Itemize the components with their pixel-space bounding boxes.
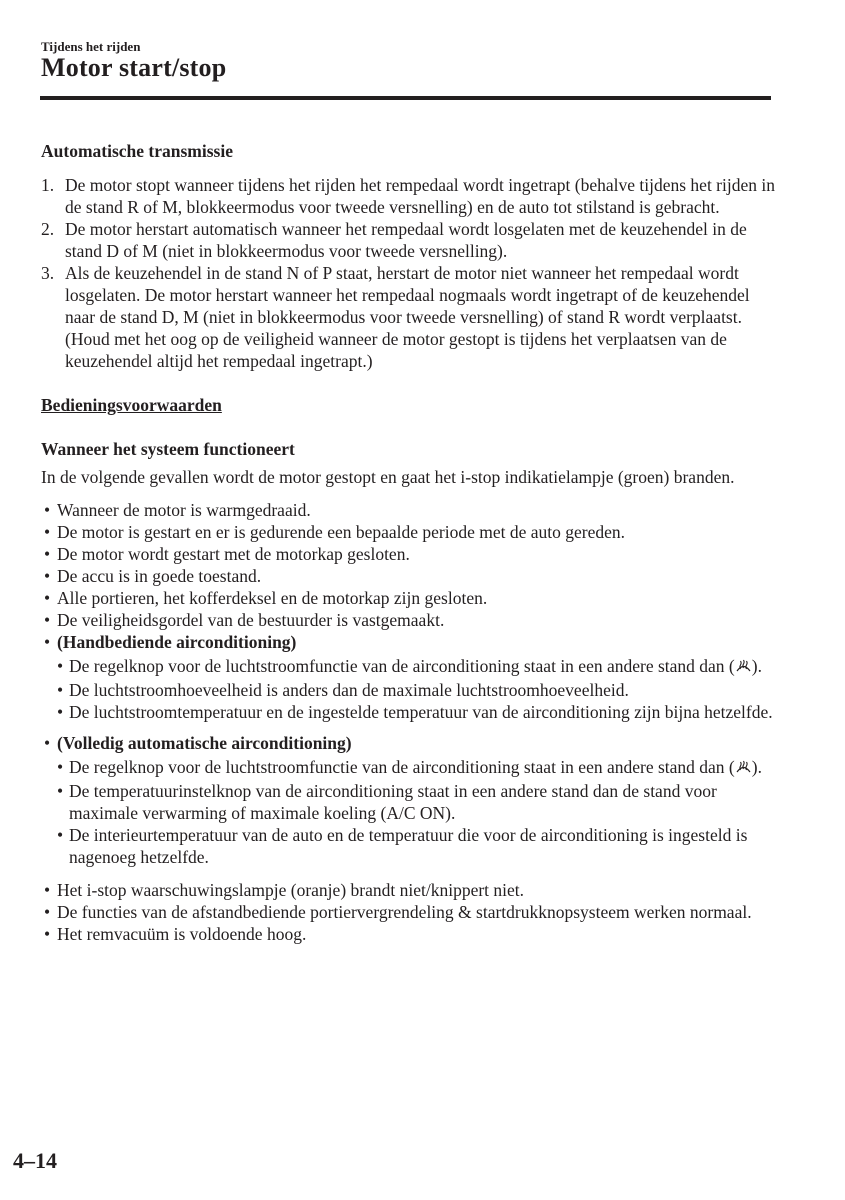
auto-transmission-steps: [41, 174, 776, 372]
list-item: [41, 732, 776, 754]
sub-text-after: ).: [751, 757, 762, 777]
bullet: •: [57, 680, 64, 700]
bullet: •: [57, 825, 64, 845]
list-item: [41, 923, 776, 945]
auto-ac-group: [41, 732, 776, 754]
bullet: •: [44, 880, 51, 900]
list-item: [41, 901, 776, 923]
sub-text: De interieurtemperatuur van de auto en de temperatuur die voor de airconditioning is ingesteld is nagenoeg hetzelfde.: [69, 825, 748, 867]
conditions-intro: In de volgende gevallen wordt de motor gestopt en gaat het i-stop indikatielampje (groen) branden.: [41, 467, 735, 487]
list-item: [41, 543, 776, 565]
title-rule: [40, 96, 771, 100]
windshield-defroster-icon: [735, 759, 752, 775]
sub-text: De luchtstroomtemperatuur en de ingestelde temperatuur van de airconditioning zijn bijna hetzelfde.: [69, 702, 773, 722]
bullet-text: De motor is gestart en er is gedurende een bepaalde periode met de auto gereden.: [57, 522, 626, 542]
list-item: [41, 262, 776, 372]
chapter-label: Tijdens het rijden: [41, 39, 141, 54]
bullet: •: [57, 702, 64, 722]
bullet: •: [57, 757, 64, 777]
sub-text-before: De regelknop voor de luchtstroomfunctie van de airconditioning staat in een andere stand dan (: [69, 656, 735, 676]
list-item: [41, 780, 776, 824]
list-item: [41, 879, 776, 901]
page-content: [41, 140, 776, 945]
bullet: •: [44, 522, 51, 542]
list-item: [41, 521, 776, 543]
list-item: [41, 499, 776, 521]
bullet-text: Het i-stop waarschuwingslampje (oranje) brandt niet/knippert niet.: [57, 880, 525, 900]
step-text: Als de keuzehendel in de stand N of P staat, herstart de motor niet wanneer het rempedaal wordt losgelaten. De motor herstart wanneer het rempedaal nogmaals wordt ingetrapt of de keuzehendel naar de stand D, M (niet in blokkeermodus voor tweede versnelling) of stand R wordt verplaatst. (Houd met het oog op de veiligheid wanneer de motor gestopt is tijdens het verplaatsen van de keuzehendel altijd het rempedaal ingetrapt.): [65, 263, 750, 371]
manual-ac-group: [41, 631, 776, 653]
sub-text-after: ).: [751, 656, 762, 676]
step-number: 2.: [41, 219, 55, 239]
bullet: •: [44, 924, 51, 944]
bullet-text: De functies van de afstandbediende portiervergrendeling & startdrukknopsysteem werken normaal.: [57, 902, 752, 922]
bullet: •: [44, 632, 51, 652]
bullet: •: [57, 781, 64, 801]
list-item: [41, 653, 776, 679]
bullet: •: [57, 656, 64, 676]
sub-text-before: De regelknop voor de luchtstroomfunctie van de airconditioning staat in een andere stand dan (: [69, 757, 735, 777]
auto-ac-list: [41, 754, 776, 868]
bullet: •: [44, 544, 51, 564]
bullet: •: [44, 610, 51, 630]
list-item: [41, 218, 776, 262]
windshield-defroster-icon: [735, 658, 752, 674]
final-conditions-list: [41, 879, 776, 945]
list-item: [41, 587, 776, 609]
page-title: Motor start/stop: [41, 53, 227, 82]
bullet-text: Het remvacuüm is voldoende hoog.: [57, 924, 307, 944]
bullet: •: [44, 733, 51, 753]
list-item: [41, 565, 776, 587]
auto-ac-label: (Volledig automatische airconditioning): [57, 733, 352, 753]
step-number: 1.: [41, 175, 55, 195]
conditions-heading: Bedieningsvoorwaarden: [41, 395, 222, 415]
system-functions-subheading: Wanneer het systeem functioneert: [41, 439, 295, 459]
list-item: [41, 609, 776, 631]
manual-ac-label: (Handbediende airconditioning): [57, 632, 297, 652]
bullet: •: [44, 588, 51, 608]
bullet-text: Wanneer de motor is warmgedraaid.: [57, 500, 311, 520]
list-item: [41, 174, 776, 218]
manual-ac-list: [41, 653, 776, 723]
step-text: De motor stopt wanneer tijdens het rijden het rempedaal wordt ingetrapt (behalve tijdens het rijden in de stand R of M, blokkeermodus voor tweede versnelling) en de auto tot stilstand is gebracht.: [65, 175, 775, 217]
sub-text: De luchtstroomhoeveelheid is anders dan de maximale luchtstroomhoeveelheid.: [69, 680, 629, 700]
bullet-text: De veiligheidsgordel van de bestuurder is vastgemaakt.: [57, 610, 445, 630]
list-item: [41, 679, 776, 701]
auto-transmission-heading: Automatische transmissie: [41, 141, 233, 161]
conditions-list: [41, 499, 776, 653]
bullet: •: [44, 566, 51, 586]
list-item: [41, 754, 776, 780]
bullet-text: De motor wordt gestart met de motorkap gesloten.: [57, 544, 410, 564]
sub-text: De temperatuurinstelknop van de airconditioning staat in een andere stand dan de stand voor maximale verwarming of maximale koeling (A/C ON).: [69, 781, 717, 823]
list-item: [41, 824, 776, 868]
step-number: 3.: [41, 263, 55, 283]
bullet-text: Alle portieren, het kofferdeksel en de motorkap zijn gesloten.: [57, 588, 488, 608]
bullet: •: [44, 500, 51, 520]
list-item: [41, 701, 776, 723]
bullet: •: [44, 902, 51, 922]
step-text: De motor herstart automatisch wanneer het rempedaal wordt losgelaten met de keuzehendel in de stand D of M (niet in blokkeermodus voor tweede versnelling).: [65, 219, 747, 261]
bullet-text: De accu is in goede toestand.: [57, 566, 262, 586]
page-number: 4–14: [13, 1148, 57, 1173]
